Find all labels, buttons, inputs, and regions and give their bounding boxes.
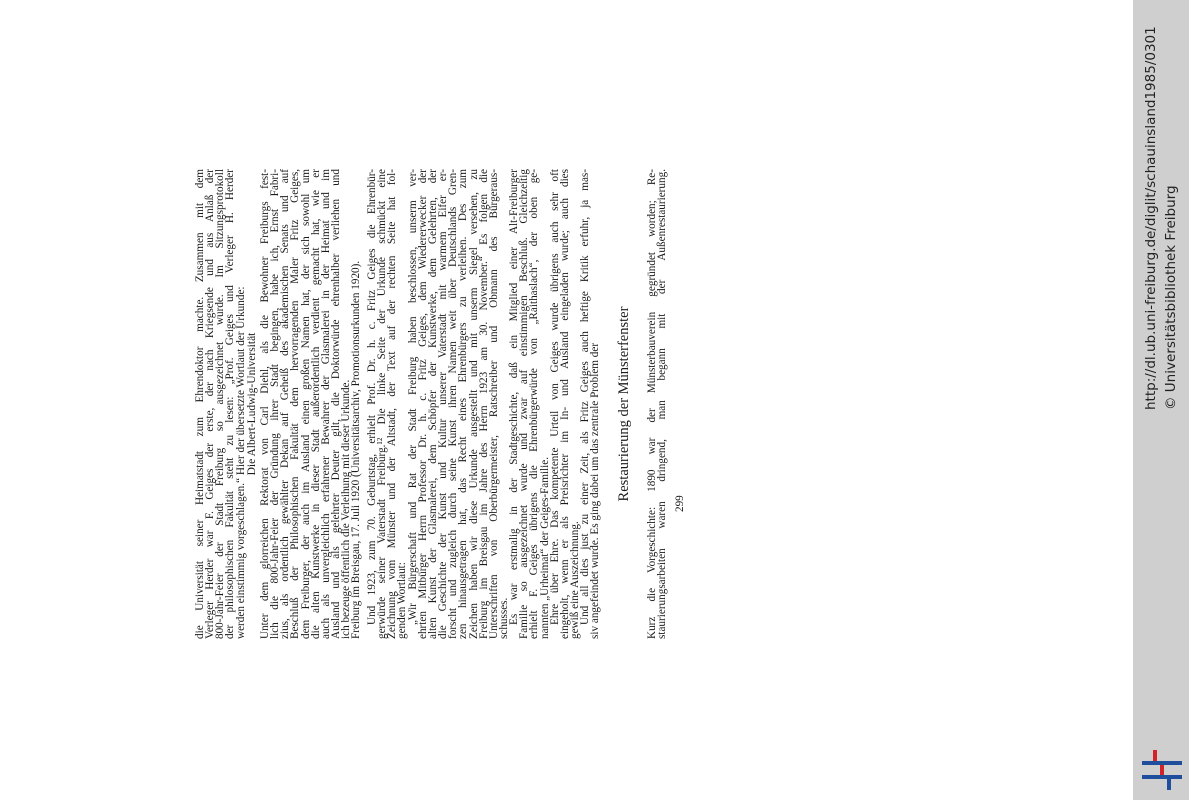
text-line: eingeholt, wenn er als Preisrichter im In- und Ausland eingeladen wurde; auch dies bbox=[558, 169, 571, 639]
text-line: Und all dies just zu einer Zeit, als Fritz Geiges auch heftige Kritik erfuhr, ja mas- bbox=[579, 169, 592, 625]
text-line: Kurz die Vorgeschichte: 1890 war der Münsterbauverein gegründet worden; Re- bbox=[646, 169, 658, 639]
section-heading: Restaurierung der Münsterfenster bbox=[616, 306, 632, 502]
text-line: die alten Kunstwerke in dieser Stadt außerordentlich verdient gemacht hat, wie er bbox=[309, 169, 322, 639]
text-line: zen hinausgetragen hat, das Recht eines Ehrenbürgers zu verleihen. Des zum bbox=[457, 169, 470, 639]
copyright-text: © Universitätsbibliothek Freiburg bbox=[1163, 185, 1179, 410]
text-line: dem Freiburger, der auch im Ausland einen großen Namen hat, der sich sowohl um bbox=[299, 169, 312, 639]
text-line: die Universität seiner Heimatstadt zum Ehrendoktor machte. Zusammen mit dem bbox=[194, 169, 206, 639]
text-line: schusses. bbox=[497, 597, 510, 639]
text-line: zius, als ordentlich gewählter Dekan auf Geheiß des akademischen Senats und auf bbox=[279, 169, 292, 639]
text-line: Zeichen haben wir diese Urkunde ausgestellt und mit unserm Siegel versehen, zu bbox=[467, 169, 480, 639]
text-line: Familie so ausgezeichnet wurde und zwar auf einstimmigen Beschluß. Gleichzeitig bbox=[518, 169, 531, 639]
text-line: Ehre über Ehre. Das kompetente Urteil von Geiges wurde übrigens auch sehr oft bbox=[548, 169, 561, 625]
text-line: „Wir Bürgerschaft und Rat der Stadt Freiburg haben beschlossen, unserm ver- bbox=[406, 169, 419, 625]
text-line: siv angefeindet wurde. Es ging dabei um das zentrale Problem der bbox=[589, 342, 602, 639]
section-heading: Die Albert-Ludwig-Universität bbox=[246, 332, 258, 476]
page-number: 299 bbox=[674, 495, 686, 512]
text-line: Beschluß der Philosophischen Fakultät dem hervorragenden Maler Fritz Geiges, bbox=[289, 169, 302, 639]
text-line: der philosophischen Fakultät steht zu lesen: „Prof. Geiges und Verleger H. Herder bbox=[224, 169, 237, 639]
text-line: werden einstimmig vorgeschlagen.“ Hier der übersetzte Wortlaut der Urkunde: bbox=[234, 286, 247, 639]
text-line: Verleger Herder war F. Geiges der erste, der nach Kriegsende und aus Anlaß der bbox=[204, 169, 217, 639]
text-line: gerwürde seiner Vaterstadt Freiburg.¹² Die linke Seite der Urkunde schmückt eine bbox=[376, 169, 389, 639]
text-line: staurierungsarbeiten waren dringend, man begann mit der Außenrestaurierung. bbox=[656, 169, 669, 639]
text-line: Unter dem glorreichen Rektorat von Carl Diehl, als die Bewohner Freiburgs fest- bbox=[259, 169, 271, 639]
text-line: ehrten Mitbürger Herrn Professor Dr. h. c. Fritz Geiges, dem Wiedererwecker der bbox=[416, 169, 429, 639]
text-line: Und 1923, zum 70. Geburtstag, erhielt Prof. Dr. h. c. Fritz Geiges die Ehrenbür- bbox=[366, 169, 378, 625]
text-line: auch als unvergleichlich erfahrener Bewahrer der Glasmalerei in der Heimat und im bbox=[319, 169, 332, 639]
text-line: gewiß eine Auszeichnung. bbox=[569, 521, 581, 639]
text-line: Es war erstmalig in der Stadtgeschichte, daß ein Mitglied einer Alt-Freiburger bbox=[508, 169, 521, 625]
text-line: Zeichnung vom Münster und der Altstadt, der Text auf der rechten Seite hat fol- bbox=[386, 169, 399, 639]
text-line: lich die 800-Jahr-Feier der Gründung ihrer Stadt begingen, habe ich, Ernst Fabri- bbox=[269, 169, 282, 639]
text-line: ich bezeuge öffentlich die Verleihung mit dieser Urkunde. bbox=[340, 379, 353, 639]
document-page bbox=[195, 0, 915, 639]
archive-url-link[interactable]: http://dl.ub.uni-freiburg.de/diglit/schauinsland1985/0301 bbox=[1143, 26, 1159, 410]
text-line: erhielt F. Geiges übrigens die Ehrenbürgerwürde von „Raithaslach“, der oben ge- bbox=[528, 169, 541, 639]
text-line: Freiburg im Breisgau, 17. Juli 1920 (Universitätsarchiv, Promotionsurkunden 1920). bbox=[350, 260, 363, 639]
text-line: forscht und zugleich durch seine Kunst ihren Namen weit über Deutschlands Gren- bbox=[447, 169, 460, 639]
text-line: Freiburg im Breisgau im Jahre des Herrn 1923 am 30. November.“ Es folgen die bbox=[477, 169, 490, 639]
text-line: alten Kunst der Glasmalerei, dem Schöpfer der Kunstwerke, dem Gelehrten, der bbox=[426, 169, 439, 639]
archive-info bbox=[1141, 10, 1181, 410]
text-line: Ausland und als gelehrter Deuter gilt, die Doktorwürde ehrenhalber verliehen und bbox=[330, 169, 343, 639]
text-line: 800-Jahr-Feier der Stadt Freiburg so ausgezeichnet wurde. Im Sitzungsprotokoll bbox=[214, 169, 227, 639]
text-line: die Geschichte der Kunst und Kultur unserer Vaterstadt mit warmem Eifer er- bbox=[437, 169, 450, 639]
text-line: genden Wortlaut: bbox=[396, 562, 409, 639]
text-line: Unterschriften von Oberbürgermeister, Ratschreiber und Obmann des Bürgeraus- bbox=[487, 169, 500, 639]
university-library-logo-icon bbox=[1140, 748, 1184, 792]
text-line: nannten „Urheimat“ der Geiges-Familie. bbox=[538, 456, 551, 639]
